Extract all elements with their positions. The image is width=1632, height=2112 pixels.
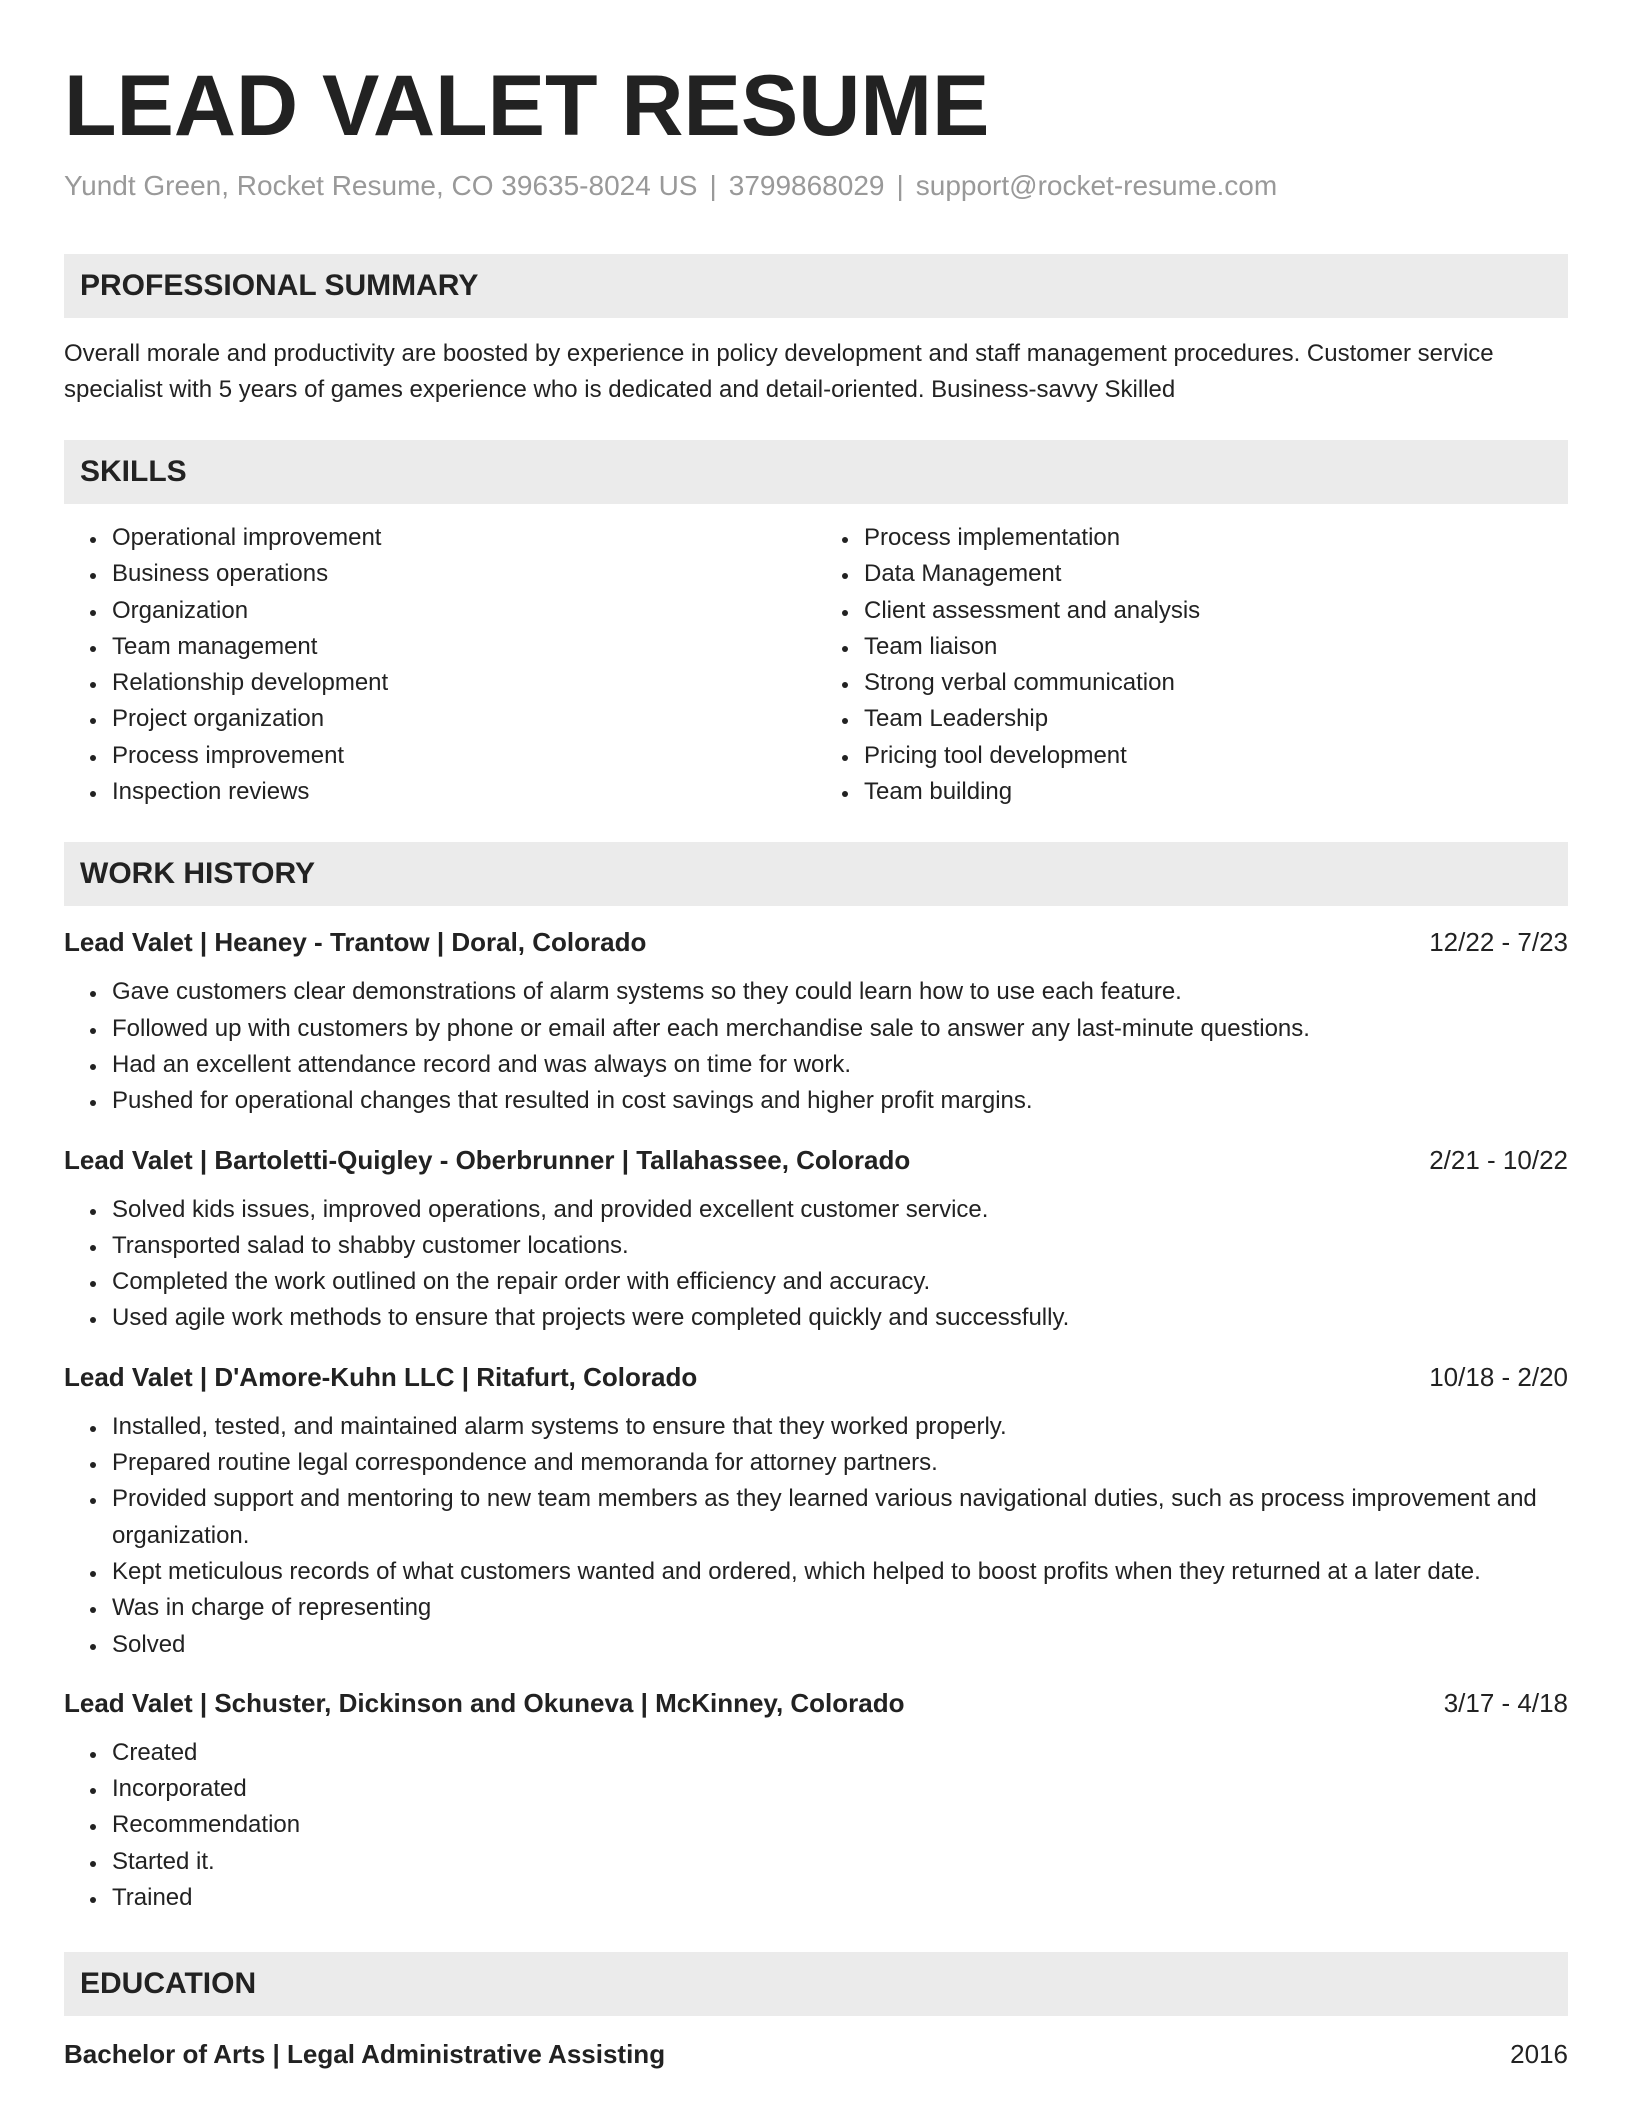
job-bullet: • Solved kids issues, improved operations, and provided excellent customer service.	[108, 1192, 1568, 1228]
skill-item: • Strong verbal communication	[860, 665, 1568, 701]
job-bullet-list	[64, 1735, 1568, 1916]
job-entry	[64, 924, 1568, 1119]
job-title: Lead Valet | Bartoletti-Quigley - Oberbrunner | Tallahassee, Colorado	[64, 1144, 911, 1175]
education-entry	[64, 2036, 1568, 2072]
skill-item: • Business operations	[108, 556, 816, 592]
job-bullet: • Prepared routine legal correspondence and memoranda for attorney partners.	[108, 1445, 1568, 1481]
job-dates: 12/22 - 7/23	[1429, 927, 1568, 958]
job-bullet: • Incorporated	[108, 1771, 1568, 1807]
job-bullet: • Recommendation	[108, 1807, 1568, 1843]
contact-line	[64, 168, 1568, 204]
job-bullet: • Installed, tested, and maintained alarm systems to ensure that they worked properly.	[108, 1409, 1568, 1445]
job-title: Lead Valet | D'Amore-Kuhn LLC | Ritafurt, Colorado	[64, 1361, 698, 1392]
skill-item: • Organization	[108, 593, 816, 629]
skill-item: • Process implementation	[860, 520, 1568, 556]
work-history-list	[64, 924, 1568, 1916]
skill-item: • Team building	[860, 774, 1568, 810]
skill-item: • Inspection reviews	[108, 774, 816, 810]
job-entry	[64, 1685, 1568, 1916]
job-bullet: • Was in charge of representing	[108, 1590, 1568, 1626]
contact-separator: |	[896, 170, 904, 201]
job-entry	[64, 1142, 1568, 1337]
job-bullet-list	[64, 974, 1568, 1119]
contact-email: support@rocket-resume.com	[915, 170, 1278, 201]
skill-item: • Team Leadership	[860, 701, 1568, 737]
skill-item: • Team liaison	[860, 629, 1568, 665]
summary-heading: PROFESSIONAL SUMMARY	[64, 254, 1568, 318]
job-bullet: • Followed up with customers by phone or email after each merchandise sale to answer any last-minute questions.	[108, 1011, 1568, 1047]
job-bullet-list	[64, 1409, 1568, 1663]
job-bullet: • Used agile work methods to ensure that projects were completed quickly and successfully.	[108, 1300, 1568, 1336]
resume-title: LEAD VALET RESUME	[64, 58, 990, 154]
work-history-heading: WORK HISTORY	[64, 842, 1568, 906]
job-bullet-list	[64, 1192, 1568, 1337]
education-degree: Bachelor of Arts | Legal Administrative Assisting	[64, 2039, 666, 2070]
skill-item: • Team management	[108, 629, 816, 665]
job-entry	[64, 1359, 1568, 1663]
skill-item: • Relationship development	[108, 665, 816, 701]
job-header	[64, 1142, 1568, 1178]
job-header	[64, 924, 1568, 960]
skills-grid	[64, 520, 1568, 810]
job-dates: 3/17 - 4/18	[1443, 1687, 1568, 1718]
skills-heading: SKILLS	[64, 440, 1568, 504]
job-bullet: • Gave customers clear demonstrations of alarm systems so they could learn how to use each feature.	[108, 974, 1568, 1010]
skill-item: • Process improvement	[108, 738, 816, 774]
contact-separator: |	[709, 170, 717, 201]
summary-text: Overall morale and productivity are boosted by experience in policy development and staff management procedures. Customer service specialist with 5 years of games experience who is dedicated and detail-oriented. Business-savvy Skilled	[64, 340, 1494, 403]
skill-item: • Project organization	[108, 701, 816, 737]
education-heading: EDUCATION	[64, 1952, 1568, 2016]
job-bullet: • Pushed for operational changes that resulted in cost savings and higher profit margins.	[108, 1083, 1568, 1119]
skill-item: • Client assessment and analysis	[860, 593, 1568, 629]
skill-item: • Operational improvement	[108, 520, 816, 556]
job-bullet: • Started it.	[108, 1844, 1568, 1880]
skill-item: • Data Management	[860, 556, 1568, 592]
contact-address: Yundt Green, Rocket Resume, CO 39635-8024 US	[64, 170, 698, 201]
job-dates: 10/18 - 2/20	[1429, 1361, 1568, 1392]
skills-left-column	[64, 520, 816, 810]
education-year: 2016	[1510, 2039, 1568, 2070]
job-bullet: • Trained	[108, 1880, 1568, 1916]
job-title: Lead Valet | Heaney - Trantow | Doral, Colorado	[64, 927, 647, 958]
job-header	[64, 1685, 1568, 1721]
skills-right-column	[816, 520, 1568, 810]
contact-phone: 3799868029	[728, 170, 885, 201]
job-bullet: • Transported salad to shabby customer locations.	[108, 1228, 1568, 1264]
skill-item: • Pricing tool development	[860, 738, 1568, 774]
job-bullet: • Solved	[108, 1627, 1568, 1663]
job-header	[64, 1359, 1568, 1395]
job-bullet: • Had an excellent attendance record and was always on time for work.	[108, 1047, 1568, 1083]
job-bullet: • Created	[108, 1735, 1568, 1771]
job-bullet: • Completed the work outlined on the repair order with efficiency and accuracy.	[108, 1264, 1568, 1300]
job-bullet: • Kept meticulous records of what customers wanted and ordered, which helped to boost profits when they returned at a later date.	[108, 1554, 1568, 1590]
job-dates: 2/21 - 10/22	[1429, 1144, 1568, 1175]
job-title: Lead Valet | Schuster, Dickinson and Okuneva | McKinney, Colorado	[64, 1687, 905, 1718]
job-bullet: • Provided support and mentoring to new team members as they learned various navigational duties, such as process improvement and organization.	[108, 1481, 1568, 1554]
